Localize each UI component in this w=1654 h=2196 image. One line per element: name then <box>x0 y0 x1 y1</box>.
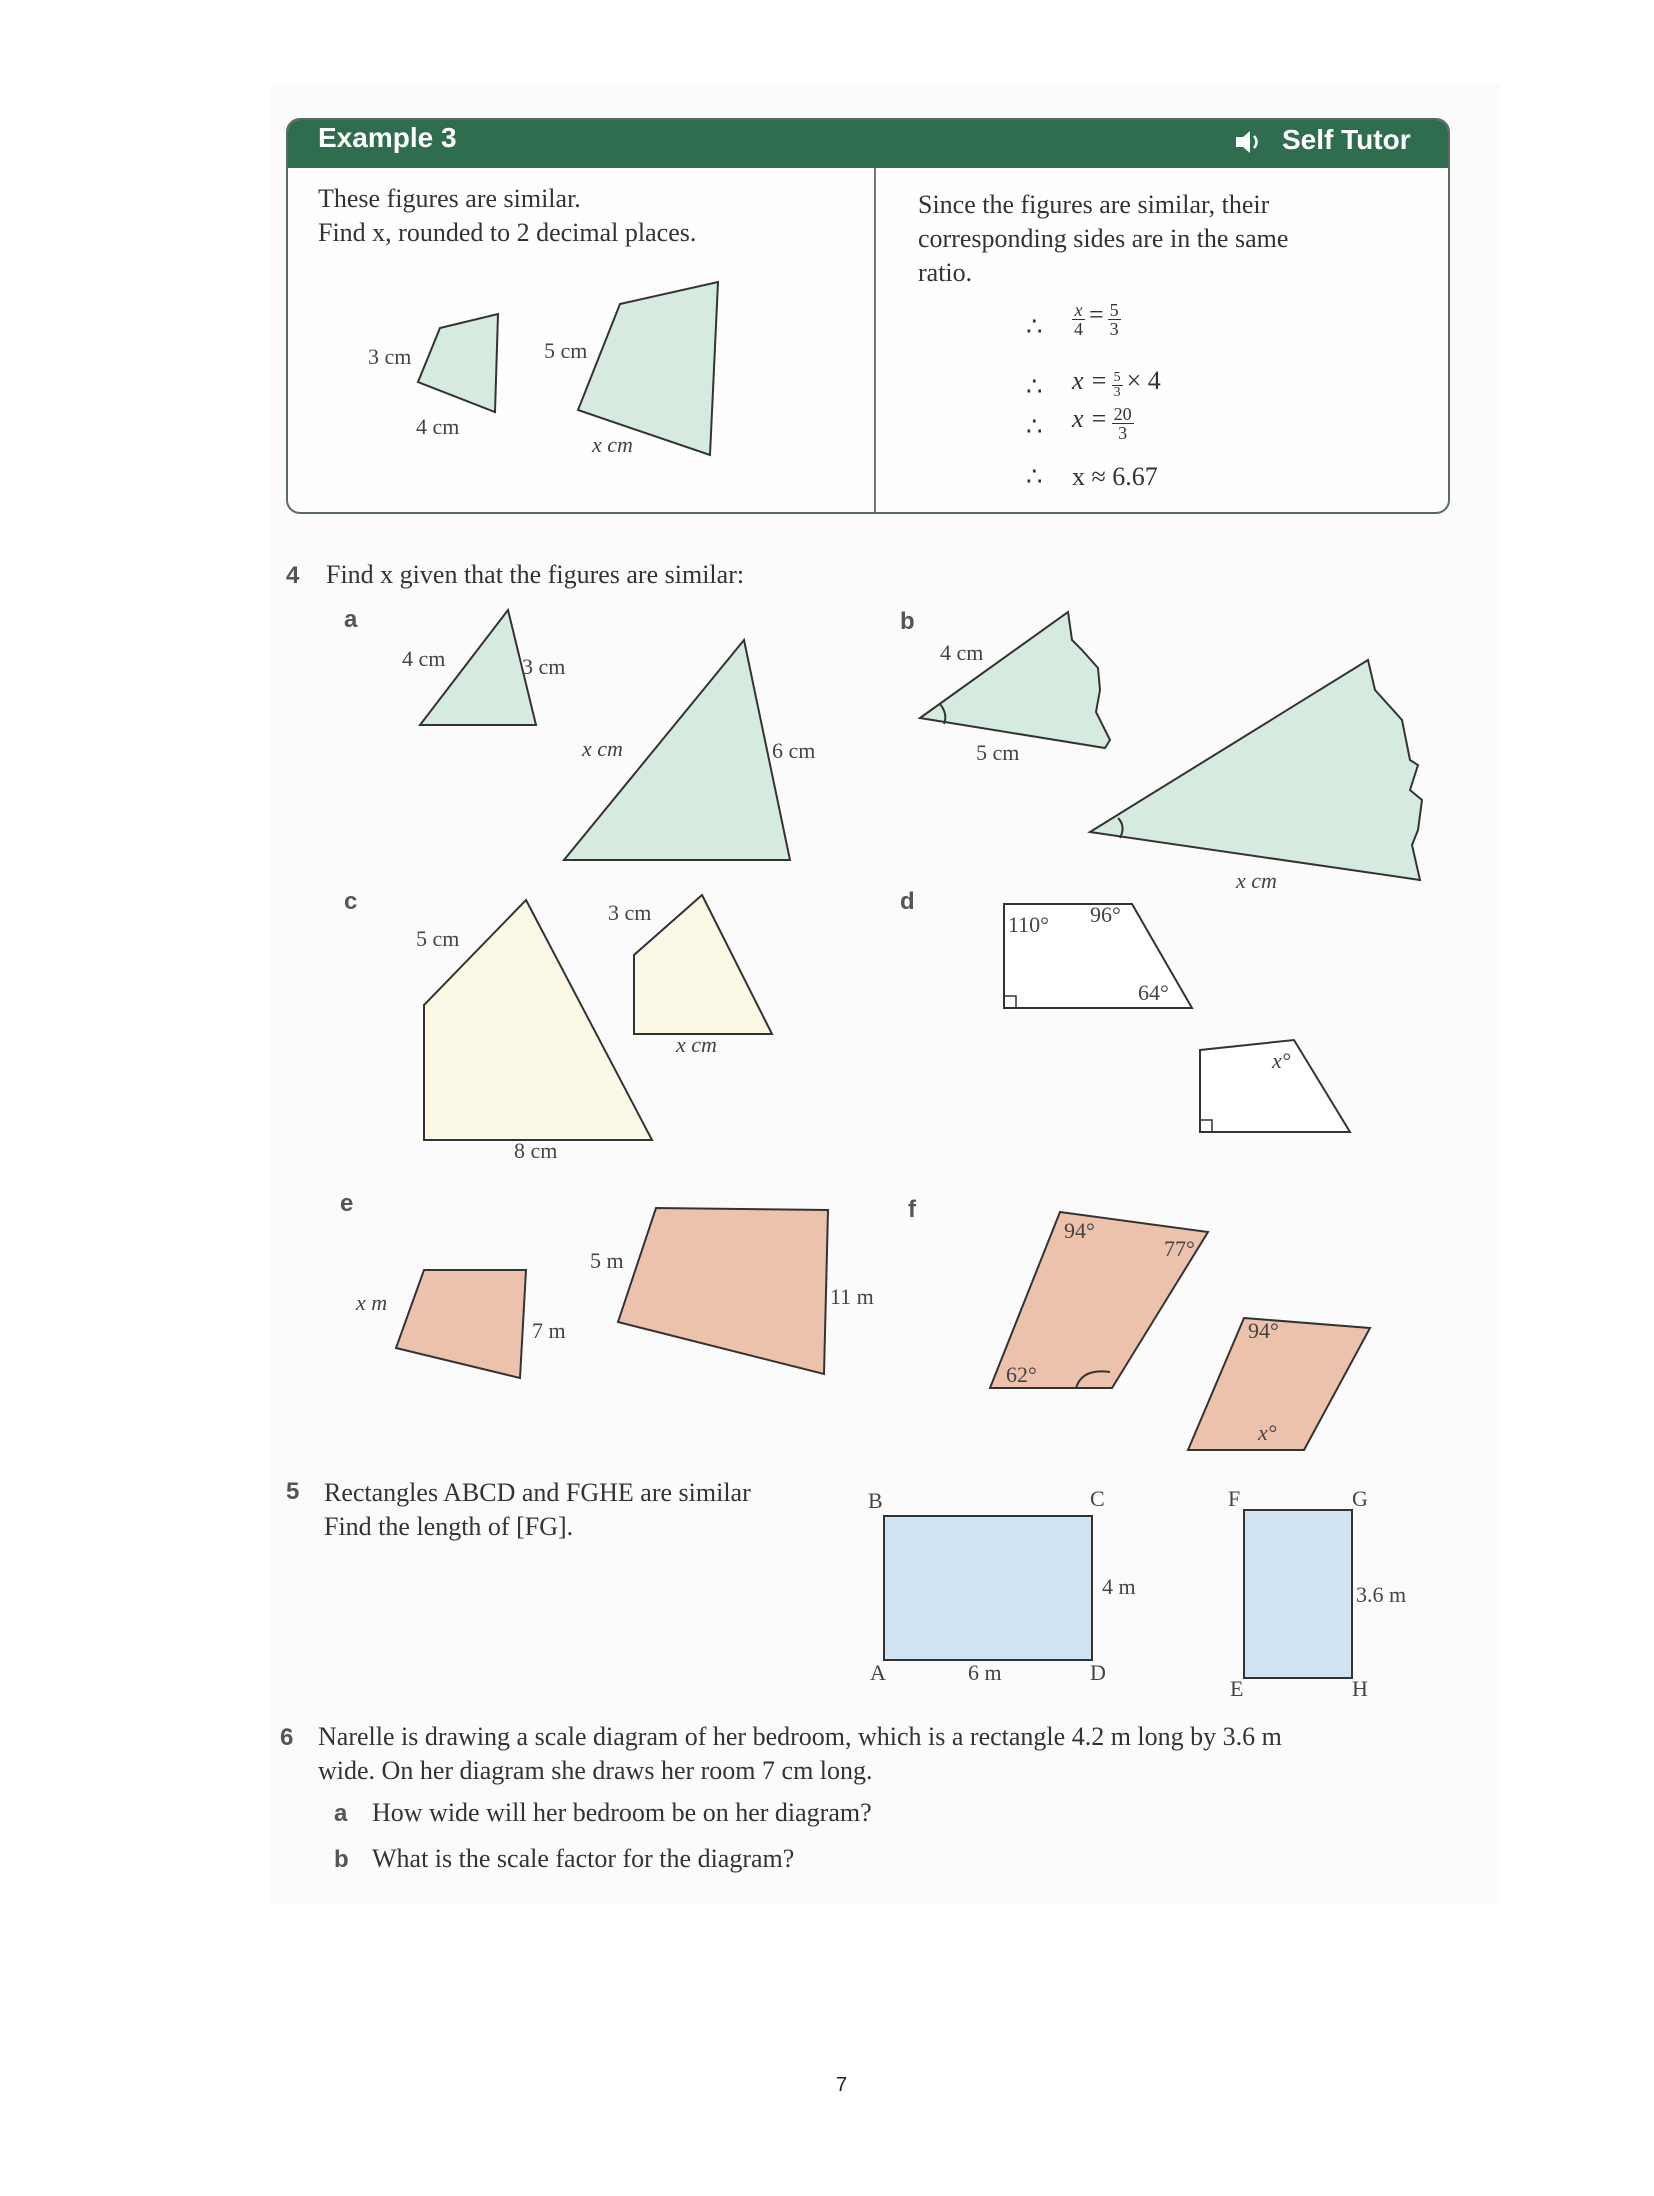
q5-label-E: E <box>1230 1676 1244 1701</box>
q4c-small-bottom: x cm <box>676 1032 717 1057</box>
example-right-line3: ratio. <box>918 258 973 287</box>
q5-label-D: D <box>1090 1660 1106 1685</box>
q6-line2: wide. On her diagram she draws her room 7 cm long. <box>318 1756 873 1785</box>
q4c-large-left: 5 cm <box>416 926 460 951</box>
q4b-small-top: 4 cm <box>940 640 984 665</box>
q5-label-G: G <box>1352 1486 1368 1511</box>
q4a-small-right: 3 cm <box>522 654 566 679</box>
step3-num: 20 <box>1113 403 1132 424</box>
q4c-label: c <box>344 888 358 915</box>
step2-frac-num: 5 <box>1113 369 1121 385</box>
q4d-angle3: 64° <box>1138 980 1169 1005</box>
q5-side-ad: 6 m <box>968 1660 1002 1685</box>
q6-b-text: What is the scale factor for the diagram? <box>372 1844 795 1873</box>
q6-a-text: How wide will her bedroom be on her diagram? <box>372 1798 872 1827</box>
step3-lhs: x = <box>1072 404 1108 433</box>
example-left-line1: These figures are similar. <box>318 184 581 213</box>
q4e-large-left: 5 m <box>590 1248 624 1273</box>
q4b-small-bottom: 5 cm <box>976 740 1020 765</box>
q4d-angle2: 96° <box>1090 902 1121 927</box>
q4-number: 4 <box>286 562 300 589</box>
example-small-side-label: 3 cm <box>368 344 412 369</box>
q4a-label: a <box>344 606 358 633</box>
q6-a-label: a <box>334 1800 348 1827</box>
step4: x ≈ 6.67 <box>1072 462 1158 491</box>
step1-eq: = <box>1089 300 1104 329</box>
example-large-side-label: 5 cm <box>544 338 588 363</box>
q5-label-H: H <box>1352 1676 1368 1701</box>
q4d-label: d <box>900 888 915 915</box>
q4-text: Find x given that the figures are similar: <box>326 560 745 589</box>
example-right-line1: Since the figures are similar, their <box>918 190 1270 219</box>
step4-therefore: ∴ <box>1026 462 1043 491</box>
q4e-small-left: x m <box>356 1290 388 1315</box>
q4b-label: b <box>900 608 915 635</box>
self-tutor-link[interactable]: Self Tutor <box>1282 124 1411 155</box>
example-left-line2: Find x, rounded to 2 decimal places. <box>318 218 697 247</box>
q6-number: 6 <box>280 1724 294 1751</box>
step3-den: 3 <box>1118 422 1128 443</box>
example-small-base-label: 4 cm <box>416 414 460 439</box>
example-right-line2: corresponding sides are in the same <box>918 224 1289 253</box>
q5-label-B: B <box>868 1488 883 1513</box>
q5-line1: Rectangles ABCD and FGHE are similar <box>324 1478 751 1507</box>
example-title: Example 3 <box>318 122 457 153</box>
q4c-small-top: 3 cm <box>608 900 652 925</box>
q4f-angle1: 94° <box>1064 1218 1095 1243</box>
q4e-label: e <box>340 1190 354 1217</box>
q5-number: 5 <box>286 1478 300 1505</box>
step1-rhs-num: 5 <box>1109 299 1119 320</box>
q4a-large-left: x cm <box>582 736 623 761</box>
q4f-angle4: 94° <box>1248 1318 1279 1343</box>
step1-rhs-den: 3 <box>1109 318 1119 339</box>
step3-therefore: ∴ <box>1026 412 1043 441</box>
q6-line1: Narelle is drawing a scale diagram of her bedroom, which is a rectangle 4.2 m long by 3.6 m <box>318 1722 1282 1751</box>
q4f-label: f <box>908 1196 916 1223</box>
q5-label-A: A <box>870 1660 886 1685</box>
step2-rest: × 4 <box>1126 366 1161 395</box>
q5-side-cd: 4 m <box>1102 1574 1136 1599</box>
q5-label-C: C <box>1090 1486 1105 1511</box>
q4a-large-right: 6 cm <box>772 738 816 763</box>
q5-line2: Find the length of [FG]. <box>324 1512 574 1541</box>
q4f-angle-x: x° <box>1258 1420 1277 1445</box>
step2-frac-den: 3 <box>1113 384 1121 400</box>
step1-therefore: ∴ <box>1026 312 1043 341</box>
q4c-large-bottom: 8 cm <box>514 1138 558 1163</box>
step1-lhs-den: 4 <box>1074 318 1083 339</box>
q6-b-label: b <box>334 1846 349 1873</box>
q4f-angle3: 62° <box>1006 1362 1037 1387</box>
step2-lhs: x = <box>1072 366 1108 395</box>
page-number: 7 <box>836 2074 848 2096</box>
q4d-angle1: 110° <box>1008 912 1049 937</box>
q4e-small-right: 7 m <box>532 1318 566 1343</box>
q4e-large-right: 11 m <box>830 1284 874 1309</box>
q4a-small-left: 4 cm <box>402 646 446 671</box>
q5-side-gh: 3.6 m <box>1356 1582 1407 1607</box>
q4b-large-bottom: x cm <box>1236 868 1277 893</box>
example-large-base-label: x cm <box>592 432 633 457</box>
q5-rect-fghe <box>1244 1510 1352 1678</box>
q5-rect-abcd <box>884 1516 1092 1660</box>
step1-lhs-num: x <box>1072 301 1085 320</box>
q4d-angle-x: x° <box>1272 1048 1291 1073</box>
q4f-angle2: 77° <box>1164 1236 1195 1261</box>
q5-label-F: F <box>1228 1486 1241 1511</box>
step2-therefore: ∴ <box>1026 372 1043 401</box>
